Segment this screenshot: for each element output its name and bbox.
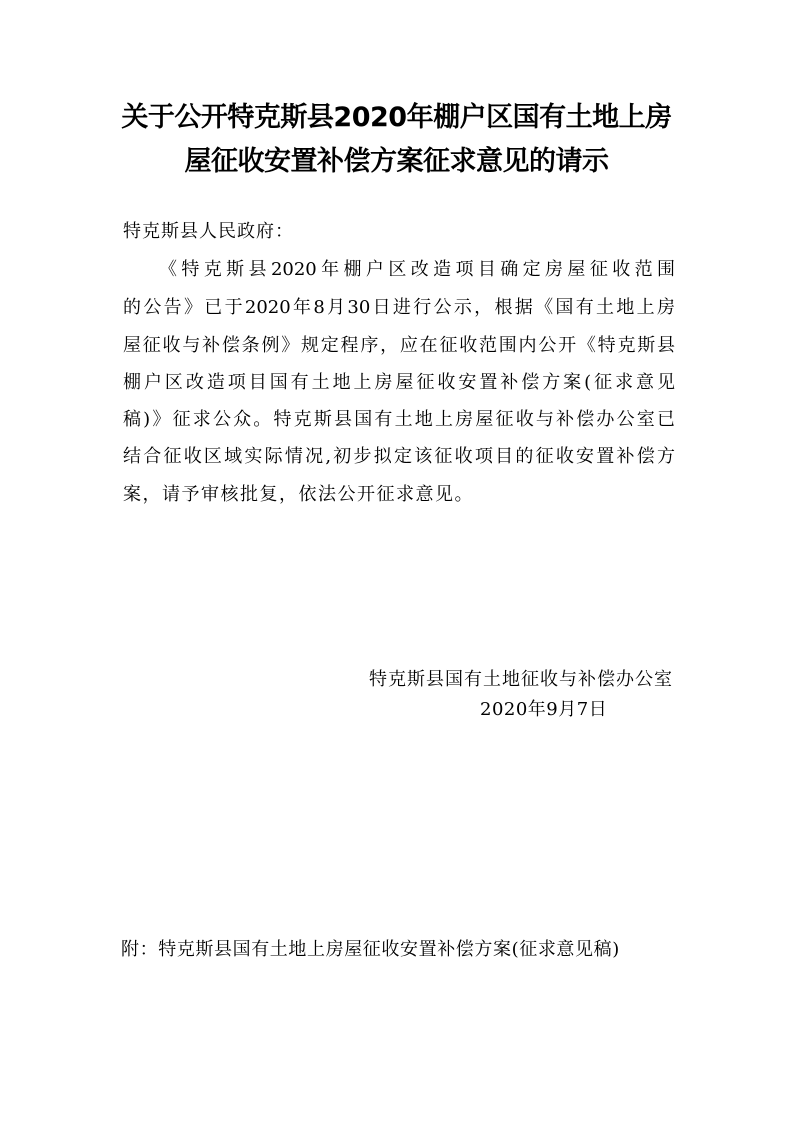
signature-organization: 特克斯县国有土地征收与补偿办公室 <box>369 669 673 690</box>
document-title-line-1: 关于公开特克斯县2020年棚户区国有土地上房 <box>121 102 672 133</box>
body-paragraph-line: 稿)》征求公众。特克斯县国有土地上房屋征收与补偿办公室已 <box>123 409 675 430</box>
signature-date: 2020年9月7日 <box>480 699 608 720</box>
attachment-note: 附：特克斯县国有土地上房屋征收安置补偿方案(征求意见稿) <box>121 939 620 960</box>
document-title-line-2: 屋征收安置补偿方案征求意见的请示 <box>184 146 609 177</box>
body-paragraph-line: 的公告》已于2020年8月30日进行公示，根据《国有土地上房 <box>123 297 675 318</box>
body-paragraph-line: 棚户区改造项目国有土地上房屋征收安置补偿方案(征求意见 <box>123 372 675 393</box>
body-paragraph-line: 案，请予审核批复，依法公开征求意见。 <box>123 484 474 505</box>
body-paragraph-line: 《特克斯县2020年棚户区改造项目确定房屋征收范围 <box>159 259 675 280</box>
body-paragraph-line: 屋征收与补偿条例》规定程序，应在征收范围内公开《特克斯县 <box>123 335 675 356</box>
salutation: 特克斯县人民政府： <box>123 221 294 242</box>
body-paragraph-line: 结合征收区域实际情况,初步拟定该征收项目的征收安置补偿方 <box>123 446 675 467</box>
